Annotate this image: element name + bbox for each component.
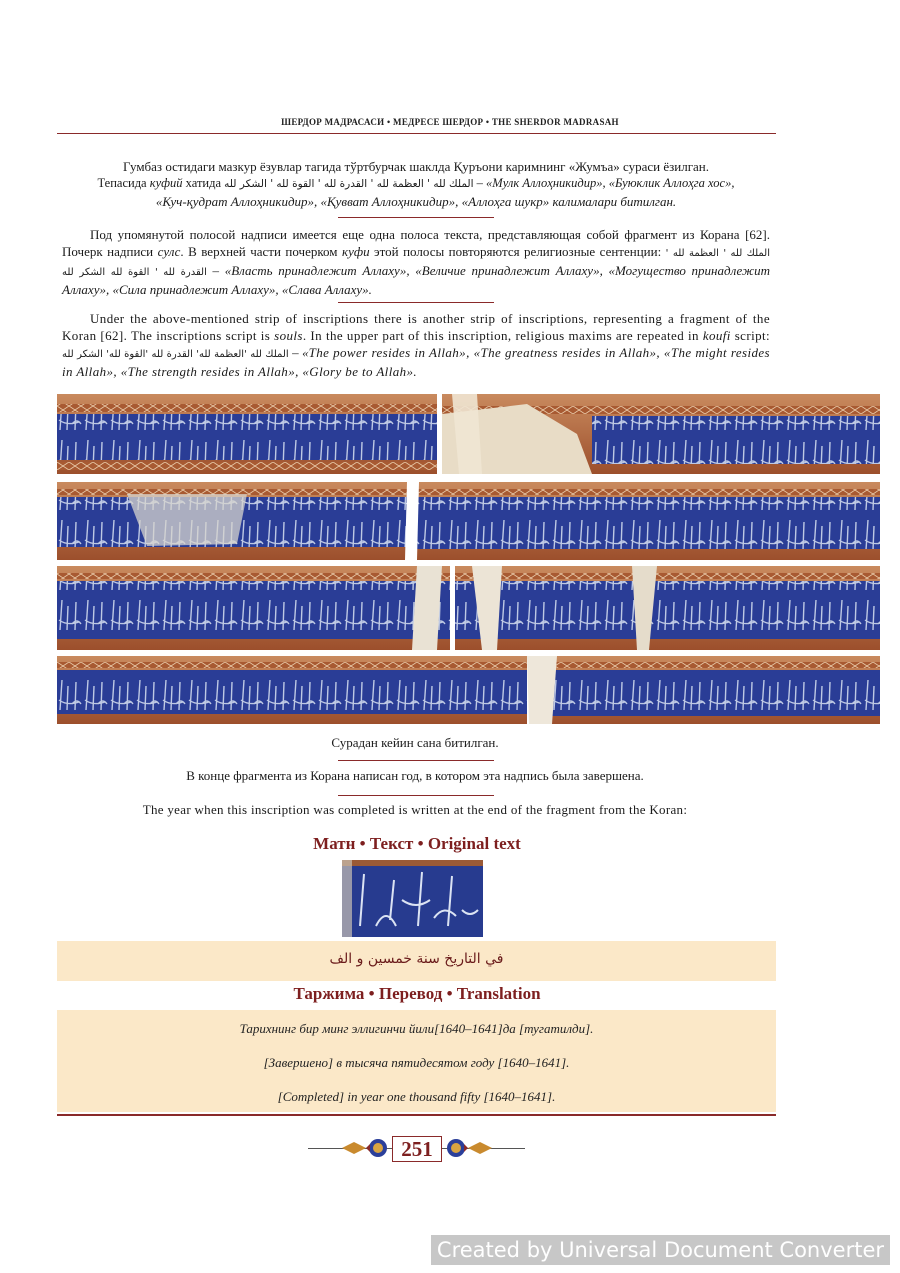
separator-1 [338,217,494,218]
converter-watermark: Created by Universal Document Converter [431,1235,890,1265]
en-italic-2: koufi [702,328,731,343]
inscription-photo-collage [57,394,880,724]
separator-4 [338,795,494,796]
translation-title: Таржима • Перевод • Translation [293,984,541,1003]
running-header: ШЕРДОР МАДРАСАСИ • МЕДРЕСЕ ШЕРДОР • THE SHERDOR MADRASAH [281,117,619,127]
en-text-2: . In the upper part of this inscription, religious maxims are repeated in [302,328,703,343]
translation-band [57,1010,776,1112]
photo-strip-3 [57,566,880,650]
separator-2 [338,302,494,303]
ru-text [62,226,770,298]
uz-line2-italic: куфий [149,176,183,190]
en-text-1: Under the above-mentioned strip of inscriptions there is another strip of inscriptions, representing a fragment of the Koran [62]. The inscriptions script is [62,311,770,343]
caption-uz: Сурадан кейин сана битилган. [331,735,499,750]
en-arabic: الملك لله 'العظمة لله' القدرة لله 'القوة لله' الشكر لله [62,349,289,360]
ru-text-1: Под упомянутой полосой надписи имеется еще одна полоса текста, представляющая собой фрагмент из Корана [62]. Почерк надписи [62,227,770,259]
ornament-right-icon [440,1136,494,1160]
header-rule [57,133,776,134]
ru-text-2: . В верхней части почерком [180,244,342,259]
page-number: 251 [392,1136,442,1162]
photo-strip-1 [57,394,880,474]
footer-rule [57,1114,776,1116]
photo-strip-4 [57,656,880,724]
uz-line2-post: – «Мулк Аллоҳникидир», «Буюклик Аллоҳга хос», [473,176,735,190]
uz-line2-arabic: الملك لله ' العظمة لله ' القدرة لله ' القوة لله ' الشكر لله [224,178,474,190]
uz-line-3: «Куч-қудрат Аллоҳникидир», «Қувват Аллоҳникидир», «Аллоҳга шукр» калималари битилган. [155,194,677,209]
caption-ru: В конце фрагмента из Корана написан год, в котором эта надпись была завершена. [186,768,644,783]
en-italic-1: souls [274,328,303,343]
ru-arabic: الملك لله ' العظمة لله ' القدرة لله ' القوة لله الشكر لله [62,248,771,278]
ru-text-4: – «Власть принадлежит Аллаху», «Величие принадлежит Аллаху», «Могущество принадлежит Аллаху», «Сила принадлежит Аллаху», «Слава Аллаху». [62,263,770,297]
ornament-left-icon [340,1136,394,1160]
uz-line-1: Гумбаз остидаги мазкур ёзувлар тагида тўртбурчак шаклда Қуръони каримнинг «Жумъа» сураси ёзилган. [122,159,710,174]
date-inscription-photo [342,860,483,937]
translation-en: [Completed] in year one thousand fifty [1640–1641]. [277,1089,556,1104]
ru-italic-2: куфи [341,244,370,259]
russian-paragraph [62,226,770,298]
en-text-3: script: [730,328,770,343]
en-text [62,310,770,380]
translation-uz: Тарихнинг бир минг эллигинчи йили[1640–1641]да [тугатилди]. [239,1021,594,1036]
original-text-band [57,941,776,981]
ru-text-3: этой полосы повторяются религиозные сентенции: [369,244,666,259]
uzbek-paragraph [62,158,770,210]
separator-3 [338,760,494,761]
translation-ru: [Завершено] в тысяча пятидесятом году [1640–1641]. [263,1055,570,1070]
caption-en: The year when this inscription was completed is written at the end of the fragment from the Koran: [142,802,688,817]
original-arabic-text: في التاريخ سنة خمسين و الف [329,951,504,967]
en-text-4: – «The power resides in Allah», «The greatness resides in Allah», «The might resides in Allah», «The strength resides in Allah», «Glory be to Allah». [62,345,770,379]
uz-line-2 [62,175,770,193]
english-paragraph [62,310,770,380]
original-text-title: Матн • Текст • Original text [313,834,521,853]
uz-line2-pre: Тепасида [97,176,150,190]
uz-line2-mid: хатида [182,176,225,190]
date-inscription-image [342,860,483,937]
inscription-photos [57,394,880,724]
ru-italic-1: сулс [157,244,181,259]
photo-strip-2 [57,482,880,560]
